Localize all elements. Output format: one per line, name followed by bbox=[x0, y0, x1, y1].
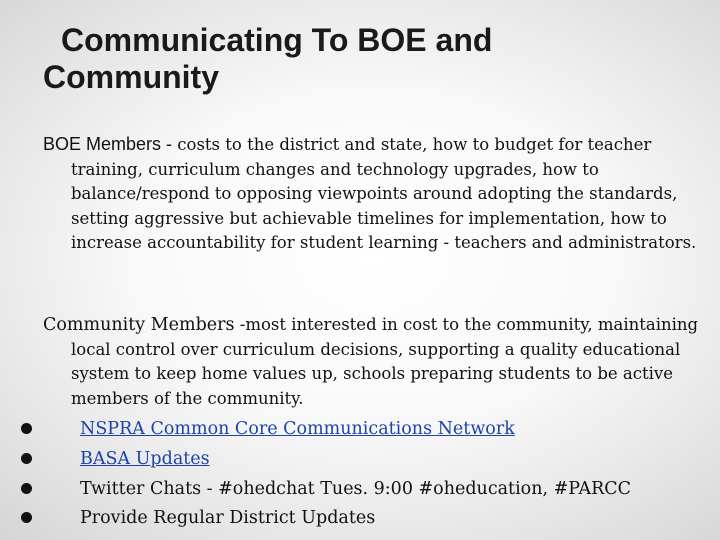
bullet-item-basa bbox=[0, 444, 640, 474]
community-members-lead: Community Members bbox=[43, 315, 235, 335]
twitter-chats-text: Twitter Chats - #ohedchat Tues. 9:00 #oheducation, #PARCC bbox=[80, 479, 632, 499]
boe-members-text: costs to the district and state, how to budget for teacher training, curriculum changes and technology upgrades, how to balance/respond to opposing viewpoints around adopting the standards, setting aggressive but achievable timelines for implementation, how to increase accountability for student learning - teachers and administrators. bbox=[71, 135, 697, 252]
bullet-dot-icon bbox=[21, 423, 32, 434]
slide-title: Communicating To BOE and Community bbox=[43, 22, 493, 95]
nspra-network-link[interactable]: NSPRA Common Core Communications Network bbox=[80, 419, 515, 439]
bullet-dot-icon bbox=[21, 512, 32, 523]
bullet-item-district-updates bbox=[0, 503, 640, 533]
bullet-item-twitter bbox=[0, 474, 640, 504]
basa-updates-link[interactable]: BASA Updates bbox=[80, 449, 210, 469]
community-members-paragraph bbox=[43, 313, 711, 411]
bullet-item-nspra bbox=[0, 414, 640, 444]
boe-members-lead: BOE Members - bbox=[43, 134, 173, 154]
community-members-text: -most interested in cost to the community, maintaining local control over curriculum decisions, supporting a quality educational system to keep home values up, schools preparing students to be active members of the community. bbox=[71, 315, 699, 408]
bullet-dot-icon bbox=[21, 453, 32, 464]
district-updates-text: Provide Regular District Updates bbox=[80, 508, 376, 528]
bullet-dot-icon bbox=[21, 483, 32, 494]
boe-members-paragraph bbox=[43, 132, 711, 256]
